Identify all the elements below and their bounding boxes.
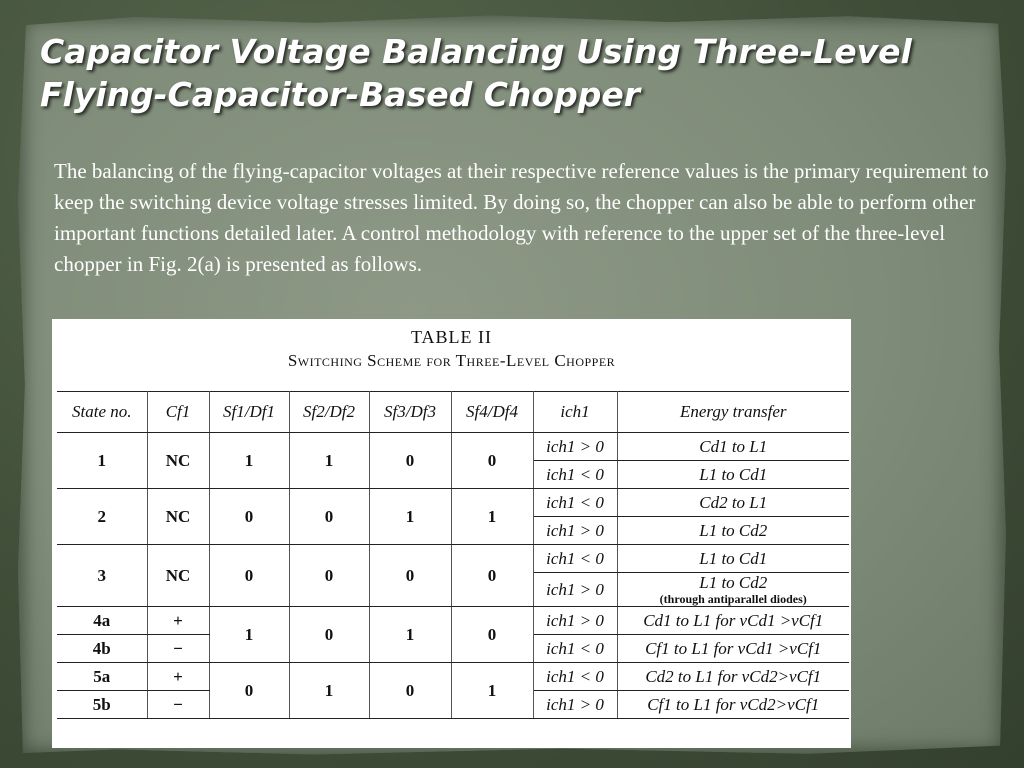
sf3-cell: 0 [369, 545, 451, 607]
sf3-cell: 1 [369, 489, 451, 545]
sf2-cell: 0 [289, 545, 369, 607]
cf1-cell: + [147, 607, 209, 635]
header-sf1: Sf1/Df1 [209, 392, 289, 433]
table-header-row [57, 392, 849, 433]
sf1-cell: 0 [209, 545, 289, 607]
state-cell: 3 [57, 545, 147, 607]
sf1-cell: 0 [209, 489, 289, 545]
energy-cell: L1 to Cd1 [617, 545, 849, 573]
cf1-cell: NC [147, 433, 209, 489]
title-line-1: Capacitor Voltage Balancing Using Three-Level [40, 32, 912, 71]
sf3-cell: 1 [369, 607, 451, 663]
header-ich1: ich1 [533, 392, 617, 433]
cf1-cell: NC [147, 545, 209, 607]
switching-table [57, 391, 849, 719]
sf3-cell: 0 [369, 433, 451, 489]
sf3-cell: 0 [369, 663, 451, 719]
energy-cell: Cf1 to L1 for vCd1 >vCf1 [617, 635, 849, 663]
ich1-cell: ich1 < 0 [533, 635, 617, 663]
sf4-cell: 1 [451, 663, 533, 719]
header-state: State no. [57, 392, 147, 433]
slide-title [40, 30, 1000, 116]
table-row [57, 489, 849, 517]
header-sf2: Sf2/Df2 [289, 392, 369, 433]
ich1-cell: ich1 < 0 [533, 663, 617, 691]
ich1-cell: ich1 > 0 [533, 517, 617, 545]
sf2-cell: 1 [289, 433, 369, 489]
energy-cell: Cd1 to L1 for vCd1 >vCf1 [617, 607, 849, 635]
sf4-cell: 1 [451, 489, 533, 545]
sf4-cell: 0 [451, 433, 533, 489]
sf1-cell: 1 [209, 433, 289, 489]
sf2-cell: 1 [289, 663, 369, 719]
energy-cell: L1 to Cd1 [617, 461, 849, 489]
energy-cell: Cd2 to L1 [617, 489, 849, 517]
table-caption-number: TABLE II [410, 327, 493, 347]
energy-cell: Cd1 to L1 [617, 433, 849, 461]
sf2-cell: 0 [289, 607, 369, 663]
ich1-cell: ich1 < 0 [533, 461, 617, 489]
state-cell: 5b [57, 691, 147, 719]
header-sf3: Sf3/Df3 [369, 392, 451, 433]
header-sf4: Sf4/Df4 [451, 392, 533, 433]
ich1-cell: ich1 > 0 [533, 573, 617, 607]
table-row [57, 663, 849, 691]
sf4-cell: 0 [451, 607, 533, 663]
energy-cell [617, 573, 849, 607]
ich1-cell: ich1 < 0 [533, 489, 617, 517]
state-cell: 2 [57, 489, 147, 545]
energy-cell: Cf1 to L1 for vCd2>vCf1 [617, 691, 849, 719]
state-cell: 4a [57, 607, 147, 635]
ich1-cell: ich1 < 0 [533, 545, 617, 573]
table-caption-title: Switching Scheme for Three-Level Chopper [287, 351, 616, 370]
header-cf1: Cf1 [147, 392, 209, 433]
title-line-2: Flying-Capacitor-Based Chopper [40, 75, 640, 114]
energy-cell: L1 to Cd2 [617, 517, 849, 545]
state-cell: 4b [57, 635, 147, 663]
switching-table-image [52, 319, 851, 748]
energy-text: L1 to Cd2 [699, 573, 768, 592]
state-cell: 1 [57, 433, 147, 489]
state-cell: 5a [57, 663, 147, 691]
sf1-cell: 1 [209, 607, 289, 663]
cf1-cell: − [147, 635, 209, 663]
table-row [57, 545, 849, 573]
table-row [57, 433, 849, 461]
sf1-cell: 0 [209, 663, 289, 719]
sf2-cell: 0 [289, 489, 369, 545]
table-row [57, 607, 849, 635]
sf4-cell: 0 [451, 545, 533, 607]
header-energy: Energy transfer [617, 392, 849, 433]
cf1-cell: + [147, 663, 209, 691]
ich1-cell: ich1 > 0 [533, 691, 617, 719]
cf1-cell: − [147, 691, 209, 719]
cf1-cell: NC [147, 489, 209, 545]
energy-cell: Cd2 to L1 for vCd2>vCf1 [617, 663, 849, 691]
ich1-cell: ich1 > 0 [533, 433, 617, 461]
energy-note: (through antiparallel diodes) [659, 592, 807, 606]
body-paragraph: The balancing of the flying-capacitor voltages at their respective reference values is the primary requirement to keep the switching device voltage stresses limited. By doing so, the chopper can also be able to perform other important functions detailed later. A control methodology with reference to the upper set of the three-level chopper in Fig. 2(a) is presented as follows. [54, 159, 989, 276]
ich1-cell: ich1 > 0 [533, 607, 617, 635]
